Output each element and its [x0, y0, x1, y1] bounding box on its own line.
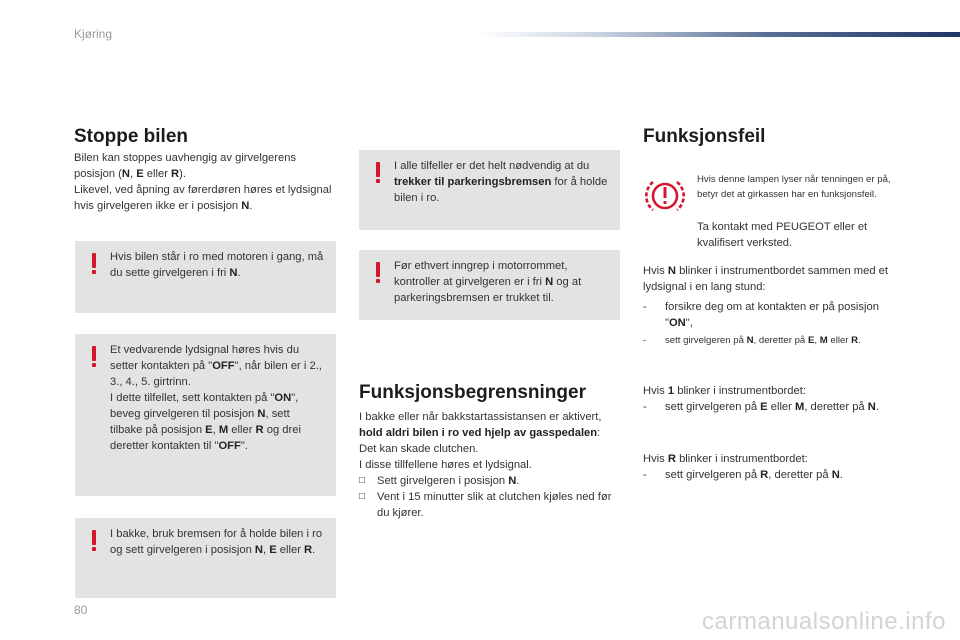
list-item: - sett girvelgeren på N, deretter på E, M eller R.: [643, 333, 905, 348]
list-item: - forsikre deg om at kontakten er på posisjon "ON",: [643, 299, 905, 331]
warning-box-engine-bay: [359, 250, 620, 320]
warning-box-sound-signal: [75, 334, 336, 496]
fault-1-block: Hvis 1 blinker i instrumentbordet: - sett girvelgeren på E eller M, deretter på N.: [643, 383, 913, 417]
header-bar: [478, 32, 960, 37]
list-item: □ Vent i 15 minutter slik at clutchen kjøles ned før du kjører.: [359, 489, 614, 521]
lamp-description: Hvis denne lampen lyser når tenningen er på, betyr det at girkassen har en funksjonsfeil.: [697, 174, 891, 200]
warning-box-neutral: [75, 241, 336, 313]
warning-text: I bakke, bruk bremsen for å holde bilen i ro og sett girvelgeren i posisjon N, E eller R.: [110, 528, 323, 556]
heading-funksjonsfeil: Funksjonsfeil: [643, 126, 766, 147]
begrens-paragraph-1: I bakke eller når bakkstartassistansen er aktivert, hold aldri bilen i ro ved hjelp av gasspedalen: Det kan skade clutchen.: [359, 411, 602, 455]
stoppe-paragraph-2: Likevel, ved åpning av førerdøren høres et lydsignal hvis girvelgeren ikke er i posisjon N.: [74, 184, 332, 212]
warning-box-hill: [75, 518, 336, 598]
list-item: □ Sett girvelgeren i posisjon N.: [359, 473, 614, 489]
watermark: carmanualsonline.info: [702, 608, 946, 635]
exclamation-icon: [375, 262, 381, 284]
warning-text: Hvis bilen står i ro med motoren i gang, må du sette girvelgeren i fri N.: [110, 251, 324, 279]
fault-r-list: [643, 467, 905, 483]
heading-stoppe-bilen: Stoppe bilen: [74, 126, 188, 147]
stoppe-paragraph-1: Bilen kan stoppes uavhengig av girvelgerens posisjon (N, E eller R).: [74, 152, 297, 180]
fault-n-block: Hvis N blinker i instrumentbordet sammen med et lydsignal i en lang stund: - forsikre deg om at kontakten er på posisjon "ON", - sett girvelgeren på N, deretter på E, M eller R.: [643, 263, 905, 350]
page-number: 80: [74, 603, 88, 617]
section-header: Kjøring: [74, 27, 113, 41]
exclamation-icon: [91, 530, 97, 552]
contact-text: Ta kontakt med PEUGEOT eller et kvalifisert verksted.: [697, 221, 868, 249]
warning-text: Et vedvarende lydsignal høres hvis du setter kontakten på "OFF", når bilen er i 2., 3., 4., 5. girtrinn. I dette tilfellet, sett kontakten på "ON", beveg girvelgeren til posisjon N, sett tilbake på posisjon E, M eller R og drei deretter kontakten til "OFF".: [110, 344, 322, 452]
gearbox-fault-icon: [645, 176, 685, 216]
list-item: - sett girvelgeren på E eller M, deretter på N.: [643, 399, 913, 415]
fault-r-block: Hvis R blinker i instrumentbordet: - sett girvelgeren på R, deretter på N.: [643, 451, 905, 485]
begrens-text: [359, 409, 614, 521]
fault-n-list: [643, 299, 905, 348]
begrens-list: [359, 473, 614, 521]
exclamation-icon: [91, 346, 97, 368]
warning-text: Før ethvert inngrep i motorrommet, kontroller at girvelgeren er i fri N og at parkeringsbremsen er trukket til.: [394, 260, 582, 304]
warning-box-parking-brake: [359, 150, 620, 230]
warning-text: I alle tilfeller er det helt nødvendig at du trekker til parkeringsbremsen for å holde bilen i ro.: [394, 160, 608, 204]
fault-1-list: [643, 399, 913, 415]
stoppe-text: [74, 150, 334, 214]
list-item: - sett girvelgeren på R, deretter på N.: [643, 467, 905, 483]
heading-funksjonsbegrensninger: Funksjonsbegrensninger: [359, 382, 586, 403]
begrens-paragraph-2: I disse tillfellene høres et lydsignal.: [359, 459, 532, 471]
exclamation-icon: [91, 253, 97, 275]
exclamation-icon: [375, 162, 381, 184]
